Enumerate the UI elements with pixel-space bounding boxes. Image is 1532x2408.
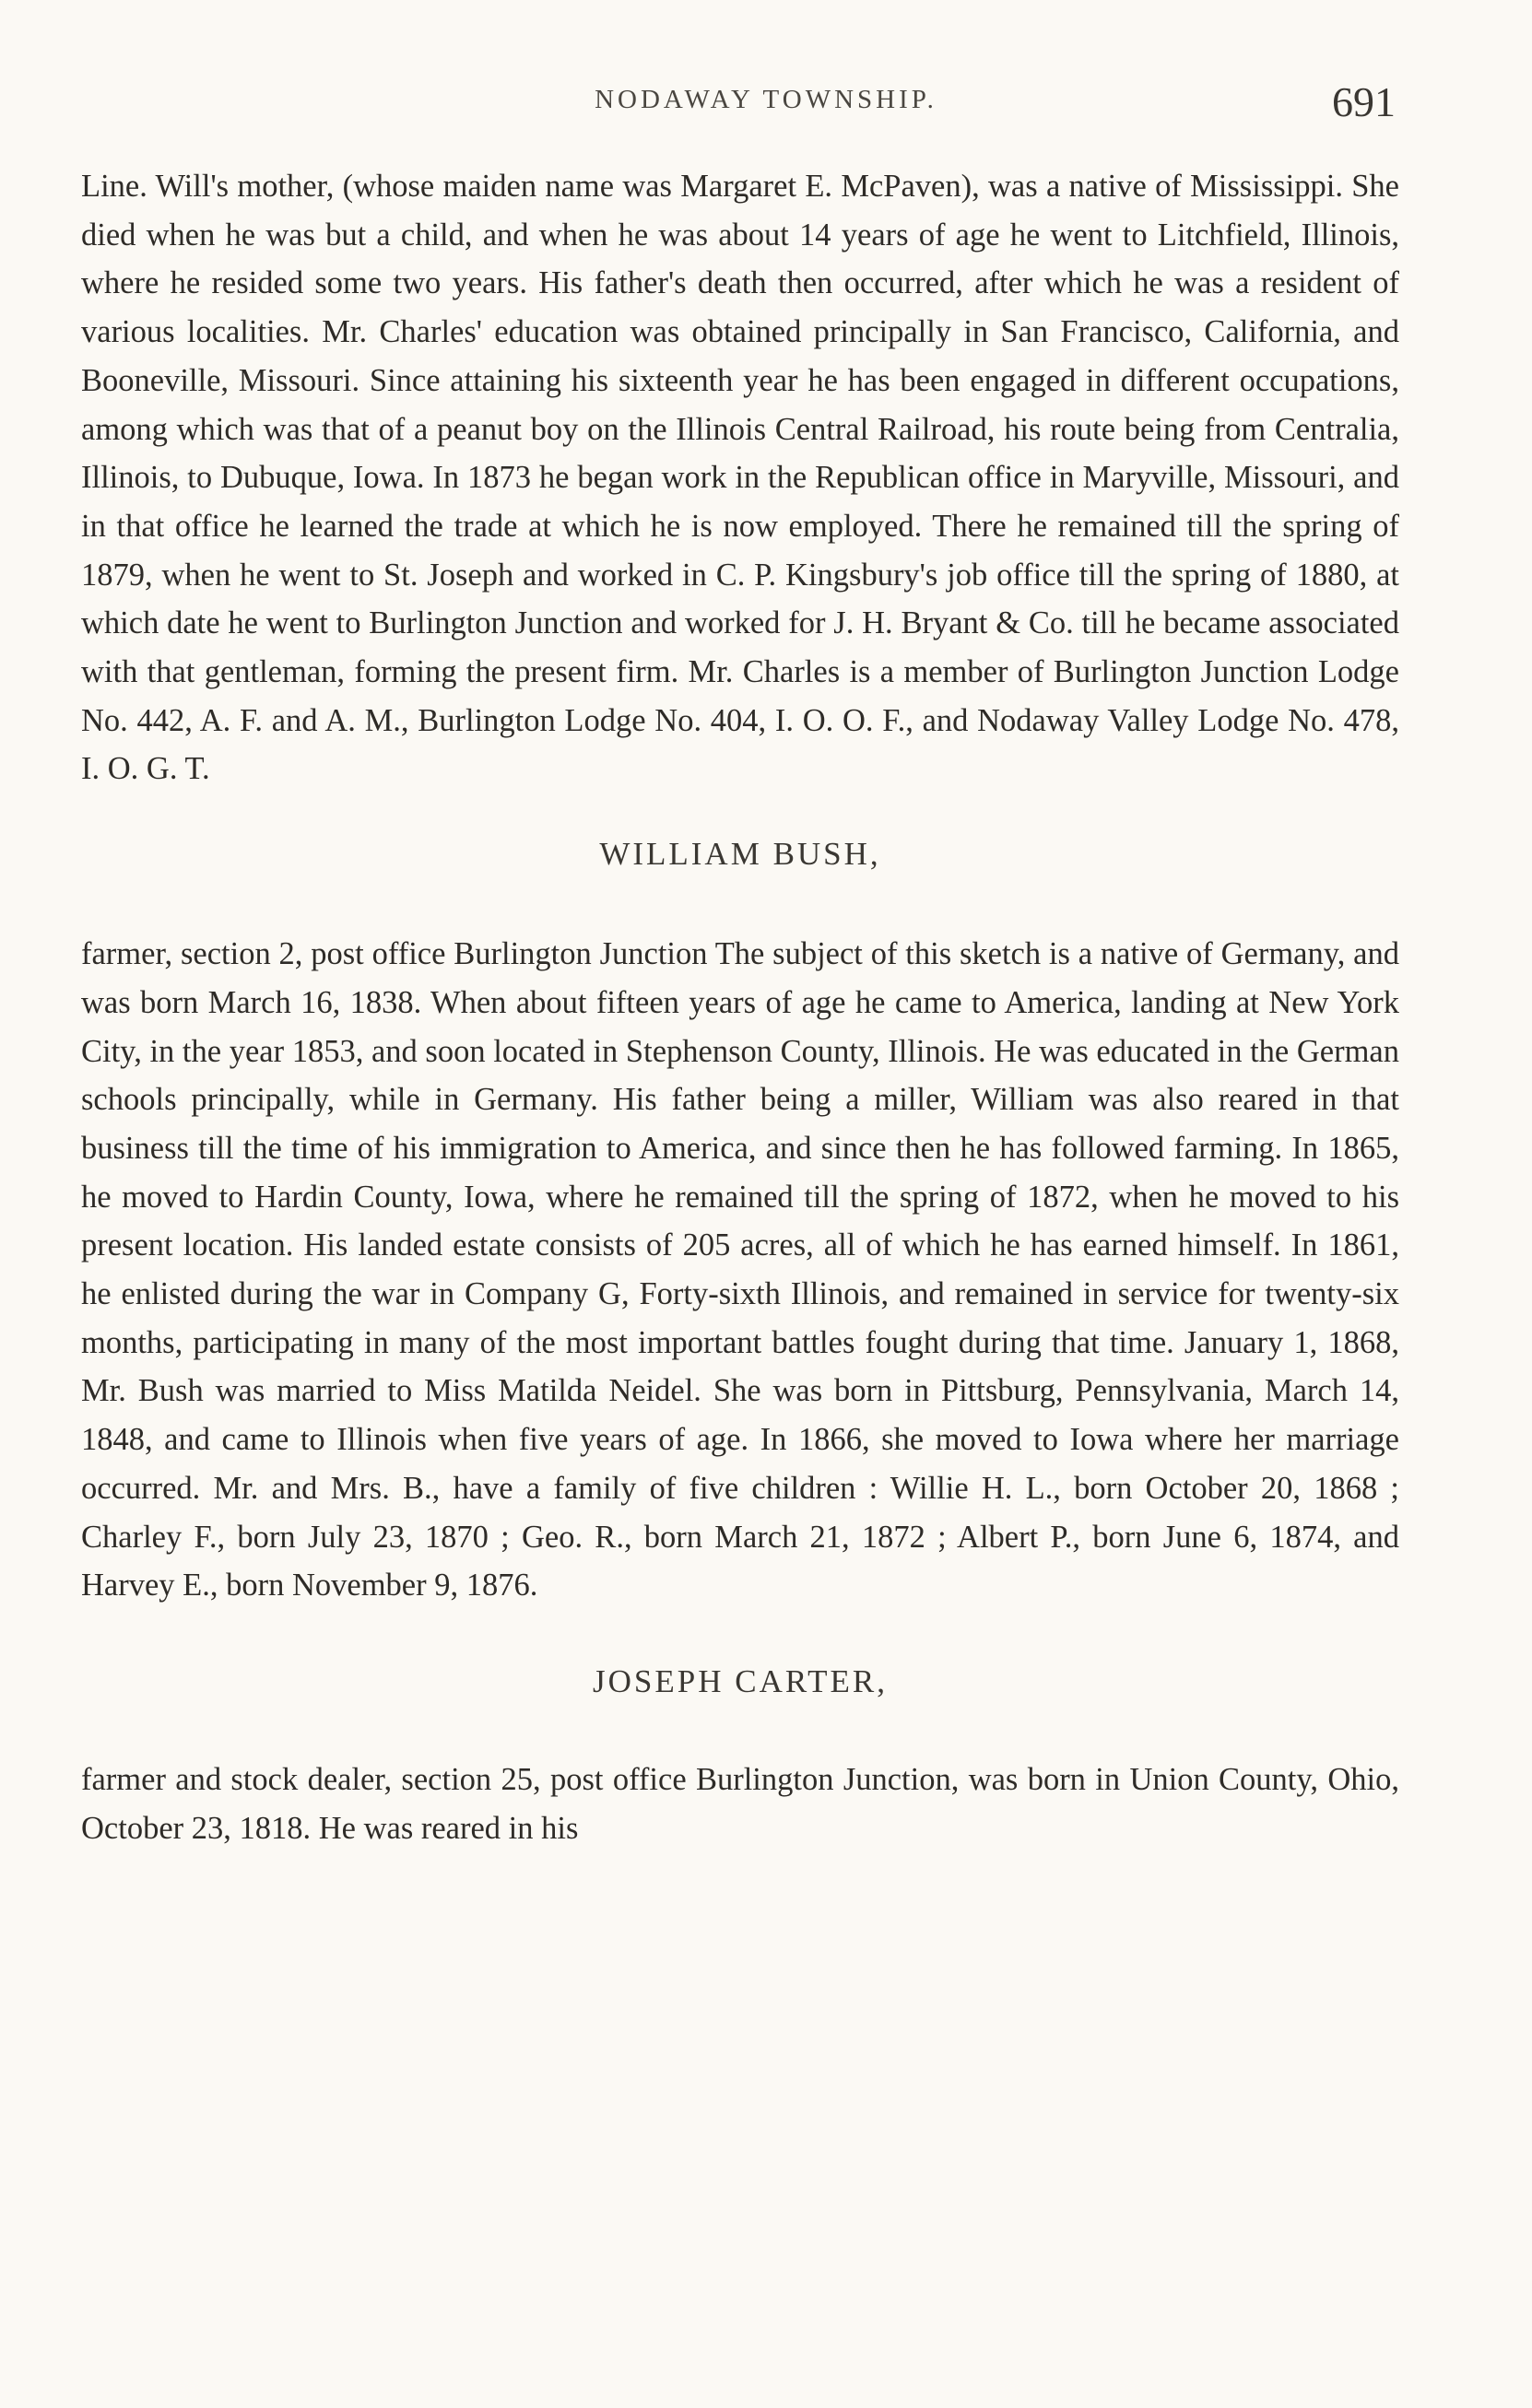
paragraph-charles-continued: Line. Will's mother, (whose maiden name was Margaret E. McPaven), was a native of Mississippi. She died when he was but a child, and when he was about 14 years of age he went to Litchfield, Illinois, where he resided some two years. His father's death then occurred, after which he was a resident of various localities. Mr. Charles' education was obtained principally in San Francisco, California, and Booneville, Missouri. Since attaining his sixteenth year he has been engaged in different occupations, among which was that of a peanut boy on the Illinois Central Railroad, his route being from Centralia, Illinois, to Dubuque, Iowa. In 1873 he began work in the Republican office in Maryville, Missouri, and in that office he learned the trade at which he is now employed. There he remained till the spring of 1879, when he went to St. Joseph and worked in C. P. Kingsbury's job office till the spring of 1880, at which date he went to Burlington Junction and worked for J. H. Bryant & Co. till he became associated with that gentleman, forming the present firm. Mr. Charles is a member of Burlington Junction Lodge No. 442, A. F. and A. M., Burlington Lodge No. 404, I. O. O. F., and Nodaway Valley Lodge No. 478, I. O. G. T. xyxy=(81,169,1399,787)
heading-joseph-carter: JOSEPH CARTER, xyxy=(593,1662,888,1699)
running-header xyxy=(0,77,1532,133)
paragraph-joseph-carter: farmer and stock dealer, section 25, post office Burlington Junction, was born in Union County, Ohio, October 23, 1818. He was reared in his xyxy=(81,1761,1399,1846)
paragraph-william-bush: farmer, section 2, post office Burlington Junction The subject of this sketch is a native of Germany, and was born March 16, 1838. When about fifteen years of age he came to America, landing at New York City, in the year 1853, and soon located in Stephenson County, Illinois. He was educated in the German schools principally, while in Germany. His father being a miller, William was also reared in that business till the time of his immigration to America, and since then he has followed farming. In 1865, he moved to Hardin County, Iowa, where he remained till the spring of 1872, when he moved to his present location. His landed estate consists of 205 acres, all of which he has earned himself. In 1861, he enlisted during the war in Company G, Forty-sixth Illinois, and remained in service for twenty-six months, participating in many of the most important battles fought during that time. January 1, 1868, Mr. Bush was married to Miss Matilda Neidel. She was born in Pittsburg, Pennsylvania, March 14, 1848, and came to Illinois when five years of age. In 1866, she moved to Iowa where her marriage occurred. Mr. and Mrs. B., have a family of five children : Willie H. L., born October 20, 1868 ; Charley F., born July 23, 1870 ; Geo. R., born March 21, 1872 ; Albert P., born June 6, 1874, and Harvey E., born November 9, 1876. xyxy=(81,936,1399,1603)
body-text xyxy=(81,162,1399,1852)
running-title: NODAWAY TOWNSHIP. xyxy=(595,85,937,114)
heading-william-bush: WILLIAM BUSH, xyxy=(599,836,881,873)
page-number: 691 xyxy=(1332,78,1396,125)
